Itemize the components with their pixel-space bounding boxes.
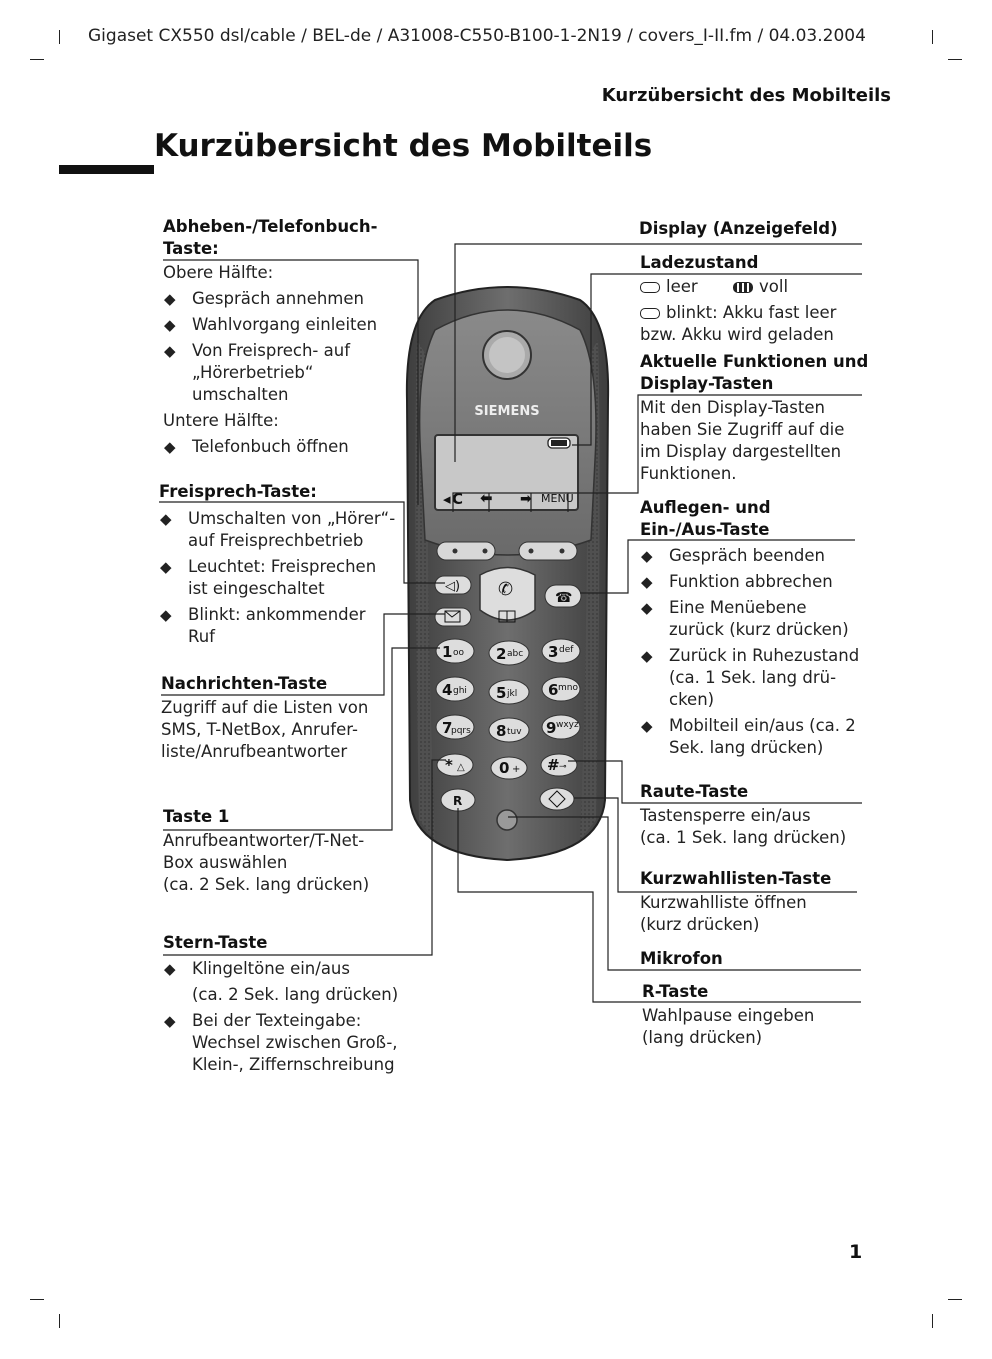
- bullet-continuation: (ca. 1 Sek. lang drü-: [669, 668, 837, 687]
- svg-text:⬅: ⬅: [480, 489, 493, 507]
- key-8-number: 8: [496, 722, 507, 740]
- battery-full-legend: [733, 276, 788, 298]
- svg-text:◂: ◂: [443, 490, 451, 508]
- nachrichten-text: liste/Anrufbeantworter: [161, 742, 348, 761]
- crop-mark: [30, 59, 44, 60]
- display-heading: Display (Anzeigefeld): [639, 219, 838, 238]
- nachrichten-text: Zugriff auf die Listen von: [161, 698, 369, 717]
- svg-text:✆: ✆: [498, 579, 514, 600]
- page-title: Kurzübersicht des Mobilteils: [154, 128, 653, 164]
- bullet-item: ◆ Klingeltöne ein/aus: [162, 958, 350, 980]
- taste1-text: Anrufbeantworter/T-Net-: [163, 831, 365, 850]
- upper-half-label: Obere Hälfte:: [163, 263, 274, 282]
- key-hash-letters: ⊸: [559, 762, 567, 772]
- key-3-letters: def: [559, 645, 574, 655]
- battery-empty-label: leer: [666, 277, 698, 296]
- page-number: 1: [849, 1241, 863, 1263]
- crop-mark: [948, 59, 962, 60]
- handset-illustration: [395, 280, 620, 870]
- funktionen-text: Funktionen.: [640, 464, 737, 483]
- key-5-number: 5: [496, 684, 507, 702]
- bullet-continuation: Sek. lang drücken): [669, 738, 824, 757]
- brand-logo: SIEMENS: [474, 404, 540, 419]
- taste1-text: Box auswählen: [163, 853, 288, 872]
- funktionen-text: Mit den Display-Tasten: [640, 398, 825, 417]
- funktionen-heading-1: Aktuelle Funktionen und: [640, 352, 869, 371]
- abheben-heading-2: Taste:: [163, 239, 219, 258]
- file-info-line: Gigaset CX550 dsl/cable / BEL-de / A31008-C550-B100-1-2N19 / covers_I-II.fm / 04.03.2004: [88, 26, 866, 46]
- abheben-heading-1: Abheben-/Telefonbuch-: [163, 217, 378, 236]
- kurzwahl-text: (kurz drücken): [640, 915, 760, 934]
- kurzwahl-text: Kurzwahlliste öffnen: [640, 893, 807, 912]
- svg-text:➡: ➡: [520, 491, 532, 507]
- svg-text:◁): ◁): [445, 579, 461, 594]
- crop-mark: [932, 30, 933, 44]
- key-3-number: 3: [548, 643, 559, 661]
- lower-half-label: Untere Hälfte:: [163, 411, 279, 430]
- mikrofon-heading: Mikrofon: [640, 949, 723, 968]
- stern-heading: Stern-Taste: [163, 933, 268, 952]
- battery-blink-text: bzw. Akku wird geladen: [640, 325, 834, 344]
- crop-mark: [59, 1314, 60, 1328]
- key-4-number: 4: [442, 681, 453, 699]
- crop-mark: [948, 1299, 962, 1300]
- bullet-item: ◆ Umschalten von „Hörer“-: [158, 508, 395, 530]
- bullet-item: ◆ Telefonbuch öffnen: [162, 436, 349, 458]
- bullet-continuation: ist eingeschaltet: [188, 579, 325, 598]
- battery-empty-legend: [640, 276, 698, 298]
- bullet-item: ◆ Gespräch beenden: [639, 545, 825, 567]
- kurzwahl-heading: Kurzwahllisten-Taste: [640, 869, 832, 888]
- funktionen-text: im Display dargestellten: [640, 442, 842, 461]
- bullet-continuation: Wechsel zwischen Groß-,: [192, 1033, 398, 1052]
- bullet-continuation: Klein-, Ziffernschreibung: [192, 1055, 395, 1074]
- funktionen-text: haben Sie Zugriff auf die: [640, 420, 845, 439]
- crop-mark: [30, 1299, 44, 1300]
- r-key-label: R: [453, 794, 463, 808]
- bullet-item: ◆ Zurück in Ruhezustand: [639, 645, 859, 667]
- running-head: Kurzübersicht des Mobilteils: [601, 85, 891, 106]
- key-hash-number: #: [547, 756, 560, 774]
- key-7-number: 7: [442, 719, 453, 737]
- bullet-item: ◆ Bei der Texteingabe:: [162, 1010, 361, 1032]
- battery-empty-icon: [640, 308, 660, 319]
- bullet-continuation: cken): [669, 690, 715, 709]
- key-6-letters: mno: [558, 683, 578, 693]
- key-star-letters: △: [457, 762, 465, 773]
- bullet-item: ◆ Leuchtet: Freisprechen: [158, 556, 376, 578]
- key-9-number: 9: [546, 719, 557, 737]
- taste1-heading: Taste 1: [163, 807, 230, 826]
- softkey-menu-label: MENU: [541, 492, 574, 505]
- key-6-number: 6: [548, 681, 559, 699]
- nachrichten-heading: Nachrichten-Taste: [161, 674, 328, 693]
- key-0-number: 0: [499, 759, 510, 777]
- raute-text: (ca. 1 Sek. lang drücken): [640, 828, 847, 847]
- title-bar: [59, 165, 154, 174]
- svg-text:☎: ☎: [555, 590, 573, 606]
- lade-heading: Ladezustand: [640, 253, 759, 272]
- key-1-letters: ᴏᴏ: [453, 648, 465, 658]
- rtaste-heading: R-Taste: [642, 982, 709, 1001]
- bullet-continuation: Ruf: [188, 627, 215, 646]
- battery-blink-legend: [640, 302, 836, 324]
- key-4-letters: ghi: [453, 686, 467, 696]
- battery-full-icon: [733, 282, 753, 293]
- bullet-item: ◆ Wahlvorgang einleiten: [162, 314, 377, 336]
- bullet-item: ◆ Blinkt: ankommender: [158, 604, 366, 626]
- key-star-number: *: [445, 756, 453, 774]
- rtaste-text: Wahlpause eingeben: [642, 1006, 815, 1025]
- raute-text: Tastensperre ein/aus: [640, 806, 811, 825]
- taste1-text: (ca. 2 Sek. lang drücken): [163, 875, 370, 894]
- bullet-continuation: „Hörerbetrieb“: [192, 363, 314, 382]
- key-2-number: 2: [496, 645, 507, 663]
- bullet-item: ◆ Gespräch annehmen: [162, 288, 364, 310]
- battery-blink-label: blinkt: Akku fast leer: [666, 303, 837, 322]
- rtaste-text: (lang drücken): [642, 1028, 763, 1047]
- raute-heading: Raute-Taste: [640, 782, 749, 801]
- bullet-continuation: (ca. 2 Sek. lang drücken): [192, 985, 399, 1004]
- bullet-continuation: auf Freisprechbetrieb: [188, 531, 364, 550]
- key-9-letters: wxyz: [556, 720, 579, 730]
- auflegen-heading-2: Ein-/Aus-Taste: [640, 520, 770, 539]
- battery-empty-icon: [640, 282, 660, 293]
- bullet-continuation: umschalten: [192, 385, 289, 404]
- battery-full-label: voll: [759, 277, 789, 296]
- key-7-letters: pqrs: [451, 726, 471, 736]
- crop-mark: [59, 30, 60, 44]
- bullet-item: ◆ Funktion abbrechen: [639, 571, 833, 593]
- bullet-item: ◆ Mobilteil ein/aus (ca. 2: [639, 715, 856, 737]
- crop-mark: [932, 1314, 933, 1328]
- key-1-number: 1: [442, 643, 453, 661]
- nachrichten-text: SMS, T-NetBox, Anrufer-: [161, 720, 358, 739]
- key-2-letters: abc: [507, 649, 524, 659]
- key-8-letters: tuv: [507, 727, 522, 737]
- key-0-letters: +: [512, 764, 521, 775]
- softkey-c-label: C: [452, 490, 464, 508]
- freisprech-heading: Freisprech-Taste:: [159, 482, 317, 501]
- auflegen-heading-1: Auflegen- und: [640, 498, 771, 517]
- bullet-item: ◆ Von Freisprech- auf: [162, 340, 350, 362]
- key-5-letters: jkl: [507, 689, 518, 699]
- bullet-continuation: zurück (kurz drücken): [669, 620, 849, 639]
- funktionen-heading-2: Display-Tasten: [640, 374, 774, 393]
- bullet-item: ◆ Eine Menüebene: [639, 597, 807, 619]
